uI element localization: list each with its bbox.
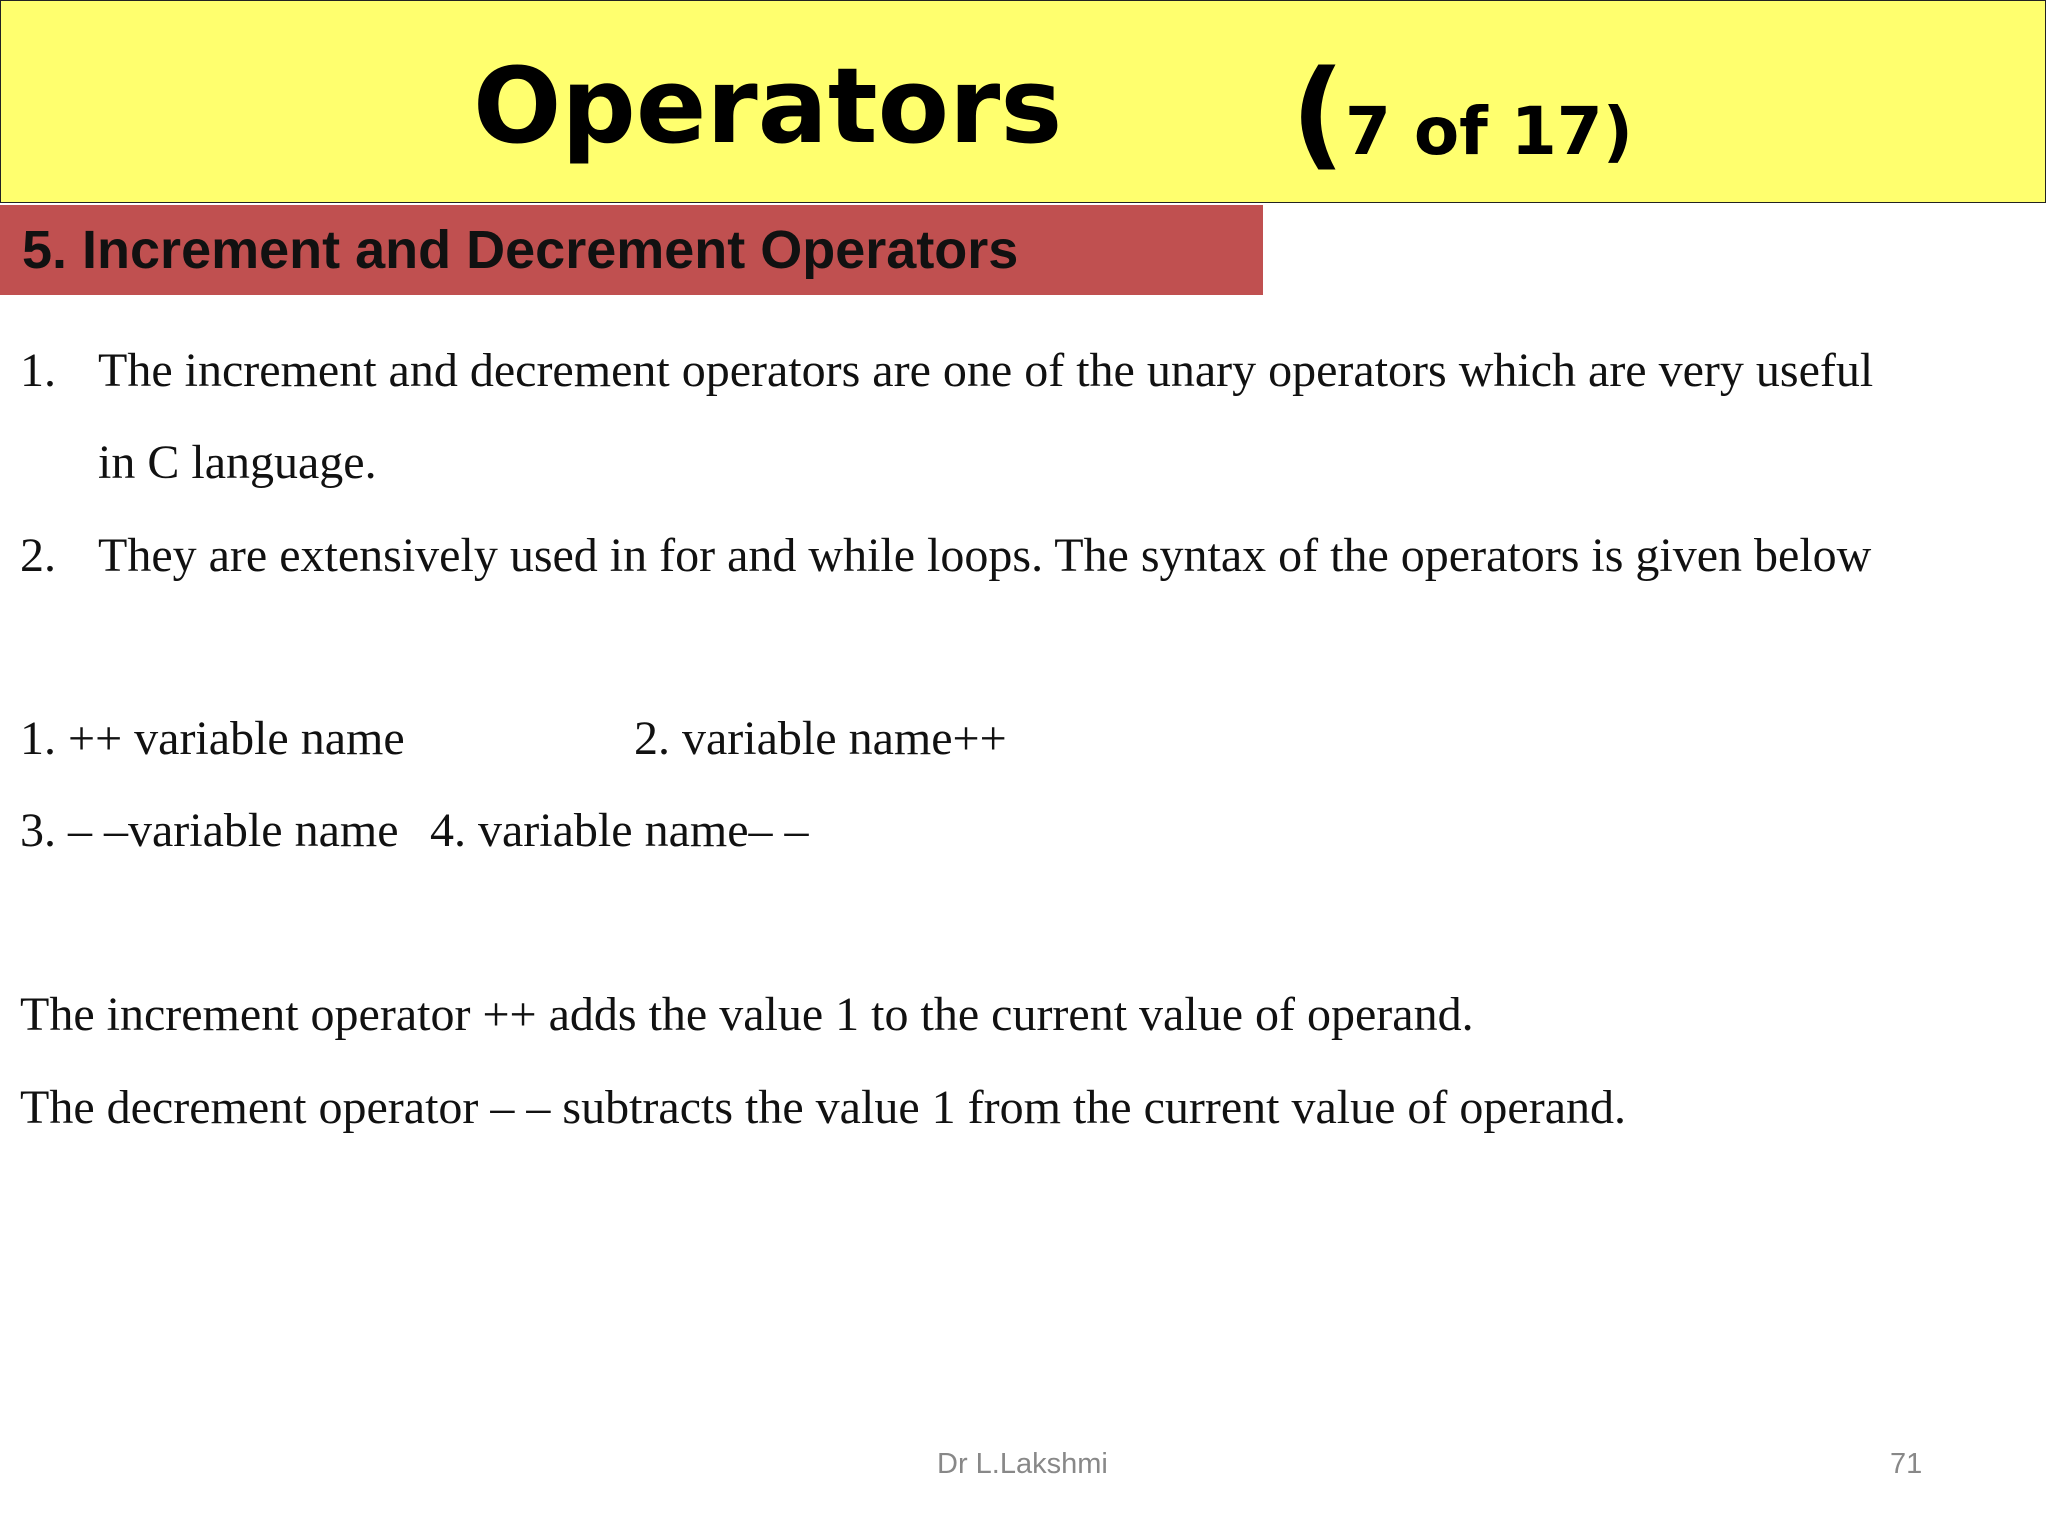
syntax-postfix-increment: 2. variable name++ bbox=[634, 712, 1007, 765]
syntax-postfix-decrement: 4. variable name– – bbox=[430, 804, 809, 857]
section-banner bbox=[0, 205, 1263, 295]
syntax-prefix-increment: 1. ++ variable name bbox=[20, 712, 405, 765]
list-item-text-line1: The increment and decrement operators are one of the unary operators which are very useful bbox=[98, 344, 1874, 397]
page-number: 71 bbox=[1890, 1448, 1923, 1480]
syntax-prefix-decrement: 3. – –variable name bbox=[20, 804, 399, 857]
decrement-description: The decrement operator – – subtracts the value 1 from the current value of operand. bbox=[20, 1081, 1627, 1134]
list-item-1 bbox=[20, 325, 2020, 509]
list-item-number: 1. bbox=[20, 344, 56, 397]
section-title: 5. Increment and Decrement Operators bbox=[22, 220, 1019, 280]
title-bar bbox=[0, 0, 2046, 203]
slide-counter bbox=[1291, 44, 1633, 192]
list-item-2 bbox=[20, 510, 2020, 602]
counter-text: 7 of 17) bbox=[1344, 93, 1633, 170]
footer-author: Dr L.Lakshmi bbox=[937, 1448, 1108, 1480]
list-item-text-line2: in C language. bbox=[98, 436, 377, 489]
counter-paren: ( bbox=[1291, 44, 1345, 182]
list-item-text-line1: They are extensively used in for and while loops. The syntax of the operators is given below bbox=[98, 529, 1872, 582]
list-item-number: 2. bbox=[20, 529, 56, 582]
increment-description: The increment operator ++ adds the value 1 to the current value of operand. bbox=[20, 988, 1474, 1041]
slide-title: Operators bbox=[473, 45, 1063, 167]
